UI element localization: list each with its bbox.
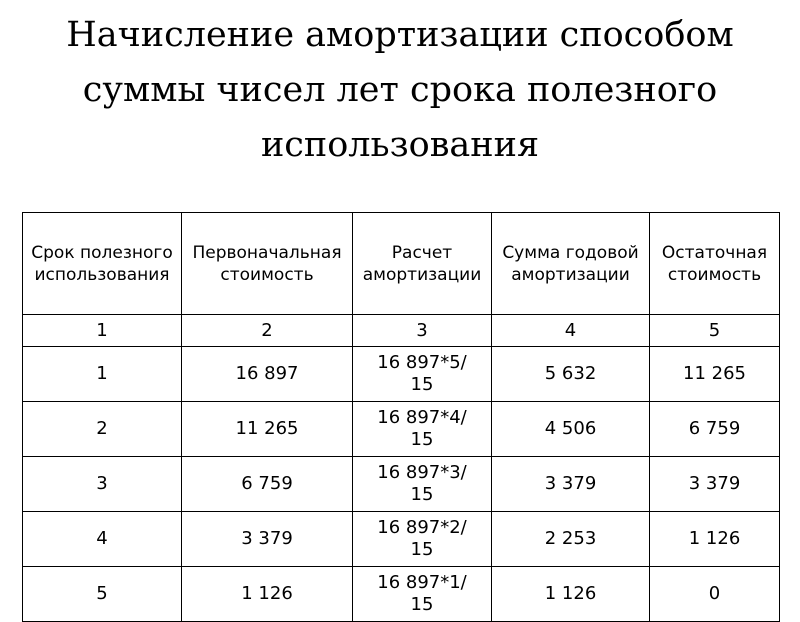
cell-calc — [353, 347, 492, 402]
cell-initial-cost: 3 379 — [182, 512, 353, 567]
cell-annual-depreciation: 3 379 — [492, 457, 650, 512]
table-row — [23, 457, 780, 512]
cell-year: 5 — [23, 567, 182, 622]
cell-initial-cost: 16 897 — [182, 347, 353, 402]
column-number-row — [23, 315, 780, 347]
table-row — [23, 402, 780, 457]
cell-year: 3 — [23, 457, 182, 512]
cell-residual-value: 3 379 — [650, 457, 780, 512]
title-line-1: Начисление амортизации способом — [66, 15, 734, 55]
depreciation-table-container — [22, 212, 779, 615]
cell-calc — [353, 567, 492, 622]
column-number: 3 — [353, 315, 492, 347]
calc-formula: 16 897*3/15 — [377, 462, 467, 505]
header-depreciation-calc: Расчет амортизации — [353, 213, 492, 315]
header-residual-value: Остаточная стоимость — [650, 213, 780, 315]
cell-calc — [353, 457, 492, 512]
cell-annual-depreciation: 1 126 — [492, 567, 650, 622]
cell-initial-cost: 1 126 — [182, 567, 353, 622]
calc-formula: 16 897*4/15 — [377, 407, 467, 450]
table-row — [23, 567, 780, 622]
cell-residual-value: 11 265 — [650, 347, 780, 402]
calc-formula: 16 897*2/15 — [377, 517, 467, 560]
depreciation-table — [22, 212, 780, 622]
cell-annual-depreciation: 2 253 — [492, 512, 650, 567]
cell-year: 2 — [23, 402, 182, 457]
title-line-3: использования — [260, 125, 540, 165]
cell-residual-value: 1 126 — [650, 512, 780, 567]
cell-initial-cost: 11 265 — [182, 402, 353, 457]
cell-year: 1 — [23, 347, 182, 402]
cell-calc — [353, 512, 492, 567]
table-row — [23, 512, 780, 567]
column-number: 1 — [23, 315, 182, 347]
cell-annual-depreciation: 4 506 — [492, 402, 650, 457]
slide-title — [0, 8, 800, 173]
header-initial-cost: Первоначальная стоимость — [182, 213, 353, 315]
column-number: 2 — [182, 315, 353, 347]
calc-formula: 16 897*1/15 — [377, 572, 467, 615]
header-row — [23, 213, 780, 315]
column-number: 5 — [650, 315, 780, 347]
cell-year: 4 — [23, 512, 182, 567]
header-annual-depreciation: Сумма годовой амортизации — [492, 213, 650, 315]
cell-residual-value: 6 759 — [650, 402, 780, 457]
header-useful-life: Срок полезного использования — [23, 213, 182, 315]
cell-residual-value: 0 — [650, 567, 780, 622]
calc-formula: 16 897*5/15 — [377, 352, 467, 395]
cell-calc — [353, 402, 492, 457]
cell-initial-cost: 6 759 — [182, 457, 353, 512]
cell-annual-depreciation: 5 632 — [492, 347, 650, 402]
title-line-2: суммы чисел лет срока полезного — [82, 70, 718, 110]
column-number: 4 — [492, 315, 650, 347]
table-row — [23, 347, 780, 402]
